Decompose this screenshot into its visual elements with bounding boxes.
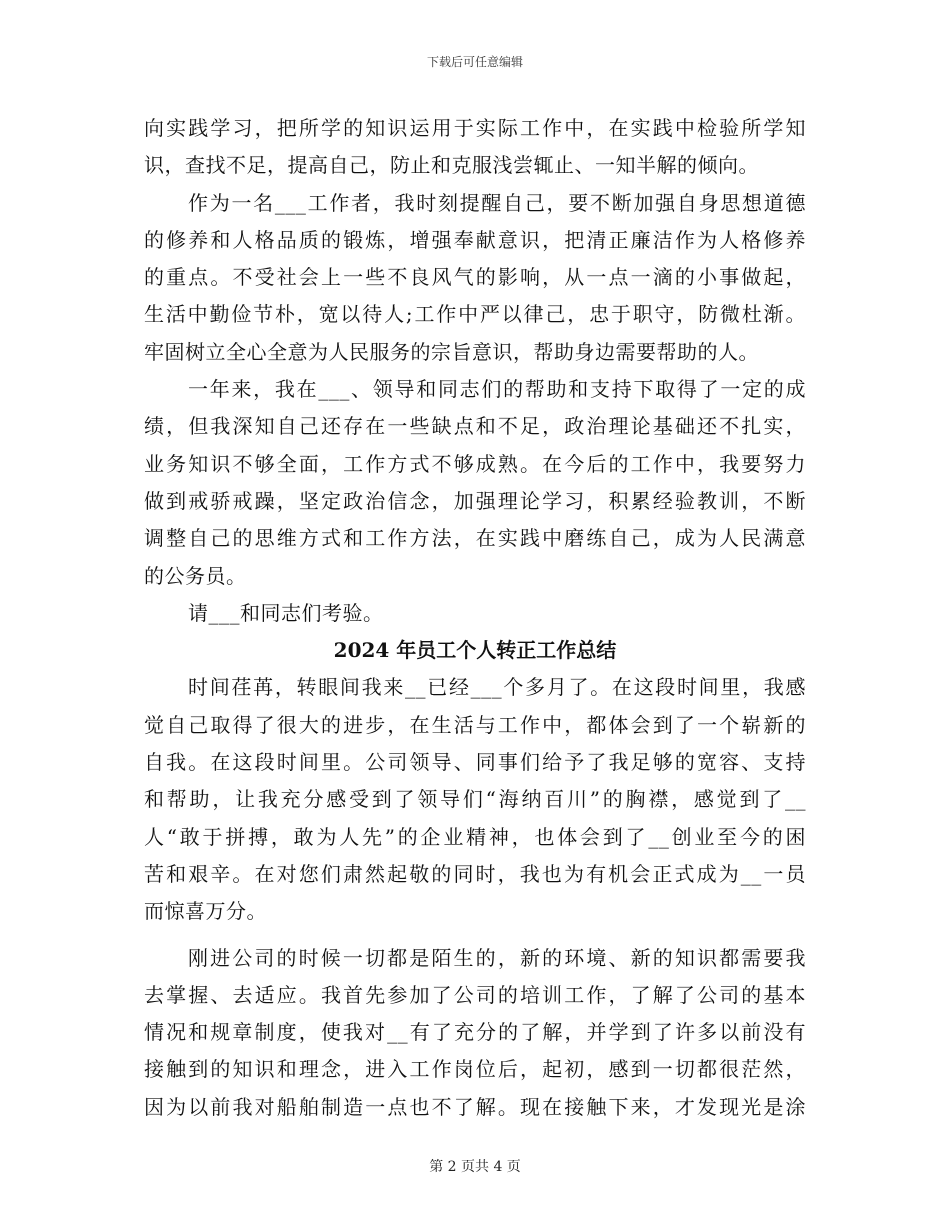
paragraph [144,110,806,185]
paragraph [144,940,806,1126]
paragraph [144,371,806,595]
text-line: 的公务员。 [144,563,247,588]
text-line: 觉自己取得了很大的进步，在生活与工作中，都体会到了一个崭新的 [144,712,806,737]
text-line: 刚进公司的时候一切都是陌生的，新的环境、新的知识都需要我 [188,945,806,970]
text-line: 而惊喜万分。 [144,899,267,924]
page-header: 下载后可任意编辑 [426,55,523,69]
text-line: 因为以前我对船舶制造一点也不了解。现在接触下来，才发现光是涂 [144,1094,806,1119]
text-line: 生活中勤俭节朴，宽以待人;工作中严以律己，忠于职守，防微杜渐。 [144,302,806,327]
text-line: 自我。在这段时间里。公司领导、同事们给予了我足够的宽容、支持 [144,750,806,775]
text-line: 牢固树立全心全意为人民服务的宗旨意识，帮助身边需要帮助的人。 [144,339,759,364]
paragraph [144,669,806,930]
text-line: 识，查找不足，提高自己，防止和克服浅尝辄止、一知半解的倾向。 [144,153,759,178]
text-line: 绩，但我深知自己还存在一些缺点和不足，政治理论基础还不扎实， [144,414,806,439]
paragraph [144,595,806,632]
text-line: 向实践学习，把所学的知识运用于实际工作中，在实践中检验所学知 [144,116,806,140]
paragraph [144,185,806,371]
text-line: 的修养和人格品质的锻炼，增强奉献意识，把清正廉洁作为人格修养 [144,227,806,252]
page-footer: 第 2 页共 4 页 [429,1159,521,1175]
text-line: 去掌握、去适应。我首先参加了公司的培训工作，了解了公司的基本 [144,982,806,1007]
text-line: 调整自己的思维方式和工作方法，在实践中磨练自己，成为人民满意 [144,526,806,551]
text-line: 请___和同志们考验。 [188,600,384,625]
text-line: 时间荏苒，转眼间我来__已经___个多月了。在这段时间里，我感 [188,675,806,700]
text-line: 的重点。不受社会上一些不良风气的影响，从一点一滴的小事做起， [144,265,806,290]
document-body [144,110,806,1126]
text-line: 苦和艰辛。在对您们肃然起敬的同时，我也为有机会正式成为__一员 [144,861,806,886]
text-line: 接触到的知识和理念，进入工作岗位后，起初，感到一切都很茫然， [144,1057,806,1082]
text-line: 一年来，我在___、领导和同志们的帮助和支持下取得了一定的成 [188,377,806,402]
text-line: 人“敢于拼搏，敢为人先”的企业精神，也体会到了__创业至今的困 [144,824,806,849]
text-line: 业务知识不够全面，工作方式不够成熟。在今后的工作中，我要努力 [144,451,806,476]
section-title: 2024 年员工个人转正工作总结 [333,638,617,663]
paragraph-spacer [144,931,806,940]
text-line: 情况和规章制度，使我对__有了充分的了解，并学到了许多以前没有 [144,1020,806,1045]
text-line: 和帮助，让我充分感受到了领导们“海纳百川”的胸襟，感觉到了__ [144,787,806,812]
text-line: 作为一名___工作者，我时刻提醒自己，要不断加强自身思想道德 [188,190,806,215]
text-line: 做到戒骄戒躁，坚定政治信念，加强理论学习，积累经验教训，不断 [144,488,806,513]
